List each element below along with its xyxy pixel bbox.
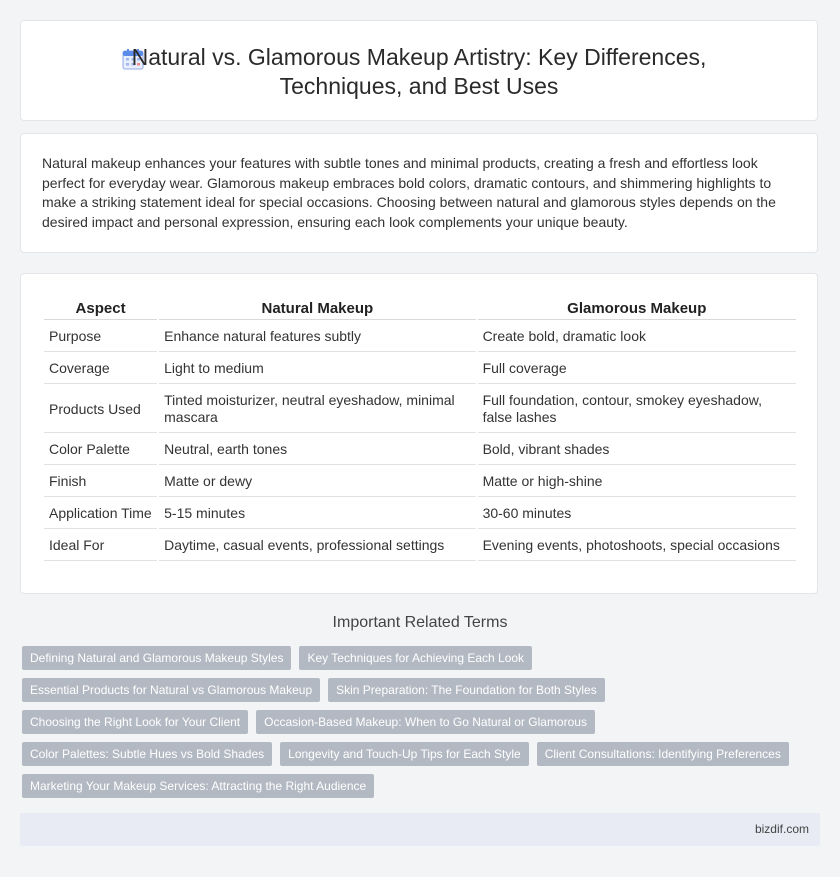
row-aspect-cell: Purpose <box>44 322 157 352</box>
related-term-tag[interactable]: Client Consultations: Identifying Preferences <box>537 742 789 766</box>
natural-cell: 5-15 minutes <box>159 499 475 529</box>
table-row <box>44 531 796 561</box>
glamorous-cell: Create bold, dramatic look <box>478 322 796 352</box>
row-aspect-cell: Application Time <box>44 499 157 529</box>
comparison-card <box>20 273 818 594</box>
glamorous-cell: Bold, vibrant shades <box>478 435 796 465</box>
table-row <box>44 499 796 529</box>
natural-cell: Light to medium <box>159 354 475 384</box>
header-card <box>20 20 818 121</box>
intro-card <box>20 133 818 253</box>
natural-cell: Daytime, casual events, professional settings <box>159 531 475 561</box>
row-aspect-cell: Coverage <box>44 354 157 384</box>
table-row <box>44 322 796 352</box>
related-term-tag[interactable]: Color Palettes: Subtle Hues vs Bold Shades <box>22 742 272 766</box>
glamorous-cell: Matte or high-shine <box>478 467 796 497</box>
page-title: Natural vs. Glamorous Makeup Artistry: Key Differences, Techniques, and Best Uses <box>131 44 707 99</box>
glamorous-cell: Full coverage <box>478 354 796 384</box>
related-term-tag[interactable]: Choosing the Right Look for Your Client <box>22 710 248 734</box>
table-header-row <box>44 296 796 320</box>
related-term-tag[interactable]: Occasion-Based Makeup: When to Go Natural or Glamorous <box>256 710 595 734</box>
table-row <box>44 354 796 384</box>
row-aspect-cell: Ideal For <box>44 531 157 561</box>
natural-cell: Matte or dewy <box>159 467 475 497</box>
column-header-natural: Natural Makeup <box>159 296 475 320</box>
natural-cell: Enhance natural features subtly <box>159 322 475 352</box>
related-term-tag[interactable]: Essential Products for Natural vs Glamorous Makeup <box>22 678 320 702</box>
related-term-tag[interactable]: Longevity and Touch-Up Tips for Each Style <box>280 742 529 766</box>
column-header-aspect: Aspect <box>44 296 157 320</box>
glamorous-cell: Evening events, photoshoots, special occasions <box>478 531 796 561</box>
natural-cell: Tinted moisturizer, neutral eyeshadow, minimal mascara <box>159 386 475 433</box>
related-terms-heading: Important Related Terms <box>332 614 508 631</box>
footer <box>20 813 820 846</box>
related-term-tag[interactable]: Key Techniques for Achieving Each Look <box>299 646 532 670</box>
glamorous-cell: Full foundation, contour, smokey eyeshadow, false lashes <box>478 386 796 433</box>
related-term-tag[interactable]: Marketing Your Makeup Services: Attracting the Right Audience <box>22 774 374 798</box>
row-aspect-cell: Color Palette <box>44 435 157 465</box>
footer-site-name[interactable]: bizdif.com <box>754 822 809 836</box>
table-row <box>44 435 796 465</box>
row-aspect-cell: Finish <box>44 467 157 497</box>
related-term-tag[interactable]: Skin Preparation: The Foundation for Both Styles <box>328 678 605 702</box>
intro-paragraph: Natural makeup enhances your features with subtle tones and minimal products, creating a fresh and effortless look perfect for everyday wear. Glamorous makeup embraces bold colors, dramatic contours, and shimmering highlights to make a striking statement ideal for special occasions. Choosing between natural and glamorous styles depends on the desired impact and personal expression, ensuring each look complements your unique beauty. <box>42 155 776 230</box>
comparison-table <box>42 294 798 563</box>
column-header-glamorous: Glamorous Makeup <box>478 296 796 320</box>
glamorous-cell: 30-60 minutes <box>478 499 796 529</box>
table-row <box>44 386 796 433</box>
related-terms-list <box>22 646 822 798</box>
natural-cell: Neutral, earth tones <box>159 435 475 465</box>
row-aspect-cell: Products Used <box>44 386 157 433</box>
table-row <box>44 467 796 497</box>
related-term-tag[interactable]: Defining Natural and Glamorous Makeup Styles <box>22 646 291 670</box>
